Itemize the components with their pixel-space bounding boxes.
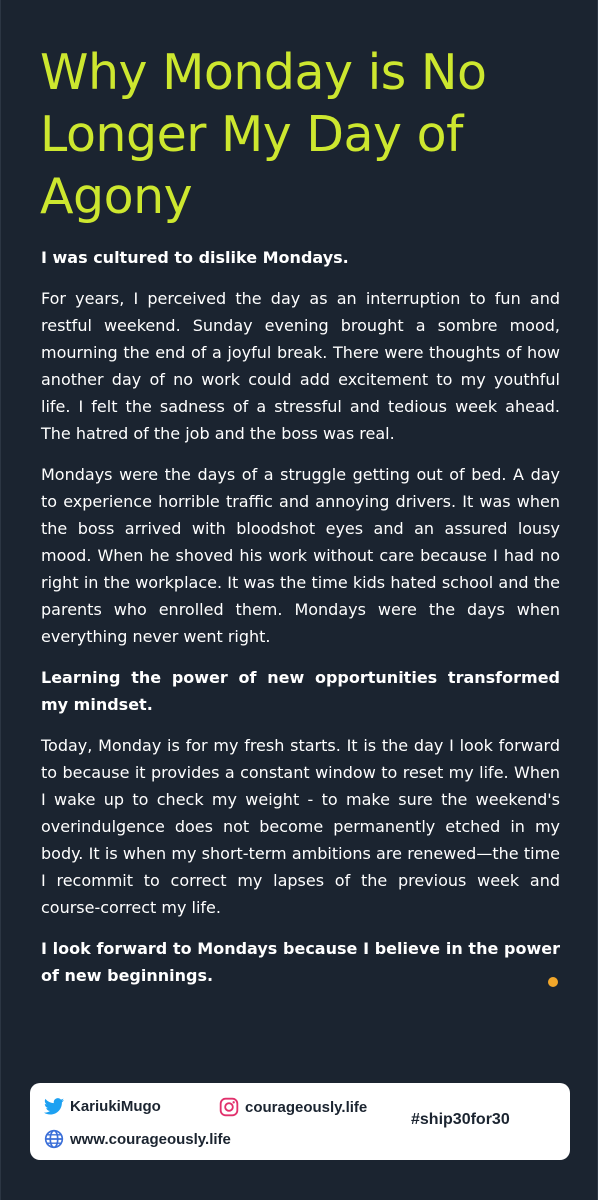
article-body (41, 244, 560, 1003)
paragraph: For years, I perceived the day as an interruption to fun and restful weekend. Sunday evening brought a sombre mood, mourning the end of a joyful break. There were thoughts of how another day of no work could add excitement to my youthful life. I felt the sadness of a stressful and tedious week ahead. The hatred of the job and the boss was real. (41, 289, 560, 443)
transition-statement: Learning the power of new opportunities transformed my mindset. (41, 668, 560, 714)
dot-marker (548, 977, 558, 987)
paragraph: Today, Monday is for my fresh starts. It is the day I look forward to because it provides a constant window to reset my life. When I wake up to check my weight - to make sure the weekend's overindulgence does not become permanently etched in my body. It is when my short-term ambitions are renewed—the time I recommit to correct my lapses of the previous week and course-correct my life. (41, 736, 560, 917)
social-footer-card (30, 1083, 570, 1160)
intro-statement: I was cultured to dislike Mondays. (41, 248, 349, 267)
hashtag: #ship30for30 (411, 1111, 510, 1128)
globe-icon (44, 1129, 64, 1149)
instagram-handle: courageously.life (245, 1098, 368, 1116)
instagram-handle-link[interactable] (219, 1097, 367, 1117)
paragraph: Mondays were the days of a struggle getting out of bed. A day to experience horrible traffic and annoying drivers. It was when the boss arrived with bloodshot eyes and an assured lousy mood. When he shoved his work without care because I had no right in the workplace. It was the time kids hated school and the parents who enrolled them. Mondays were the days when everything never went right. (41, 465, 560, 646)
twitter-handle: KariukiMugo (70, 1098, 161, 1115)
twitter-handle-link[interactable] (44, 1098, 161, 1115)
website-link[interactable] (44, 1129, 231, 1149)
closing-statement: I look forward to Mondays because I believe in the power of new beginnings. (41, 939, 560, 985)
article-title: Why Monday is No Longer My Day of Agony (40, 44, 487, 225)
website-url: www.courageously.life (70, 1130, 231, 1148)
instagram-icon (219, 1097, 239, 1117)
twitter-icon (44, 1098, 64, 1115)
